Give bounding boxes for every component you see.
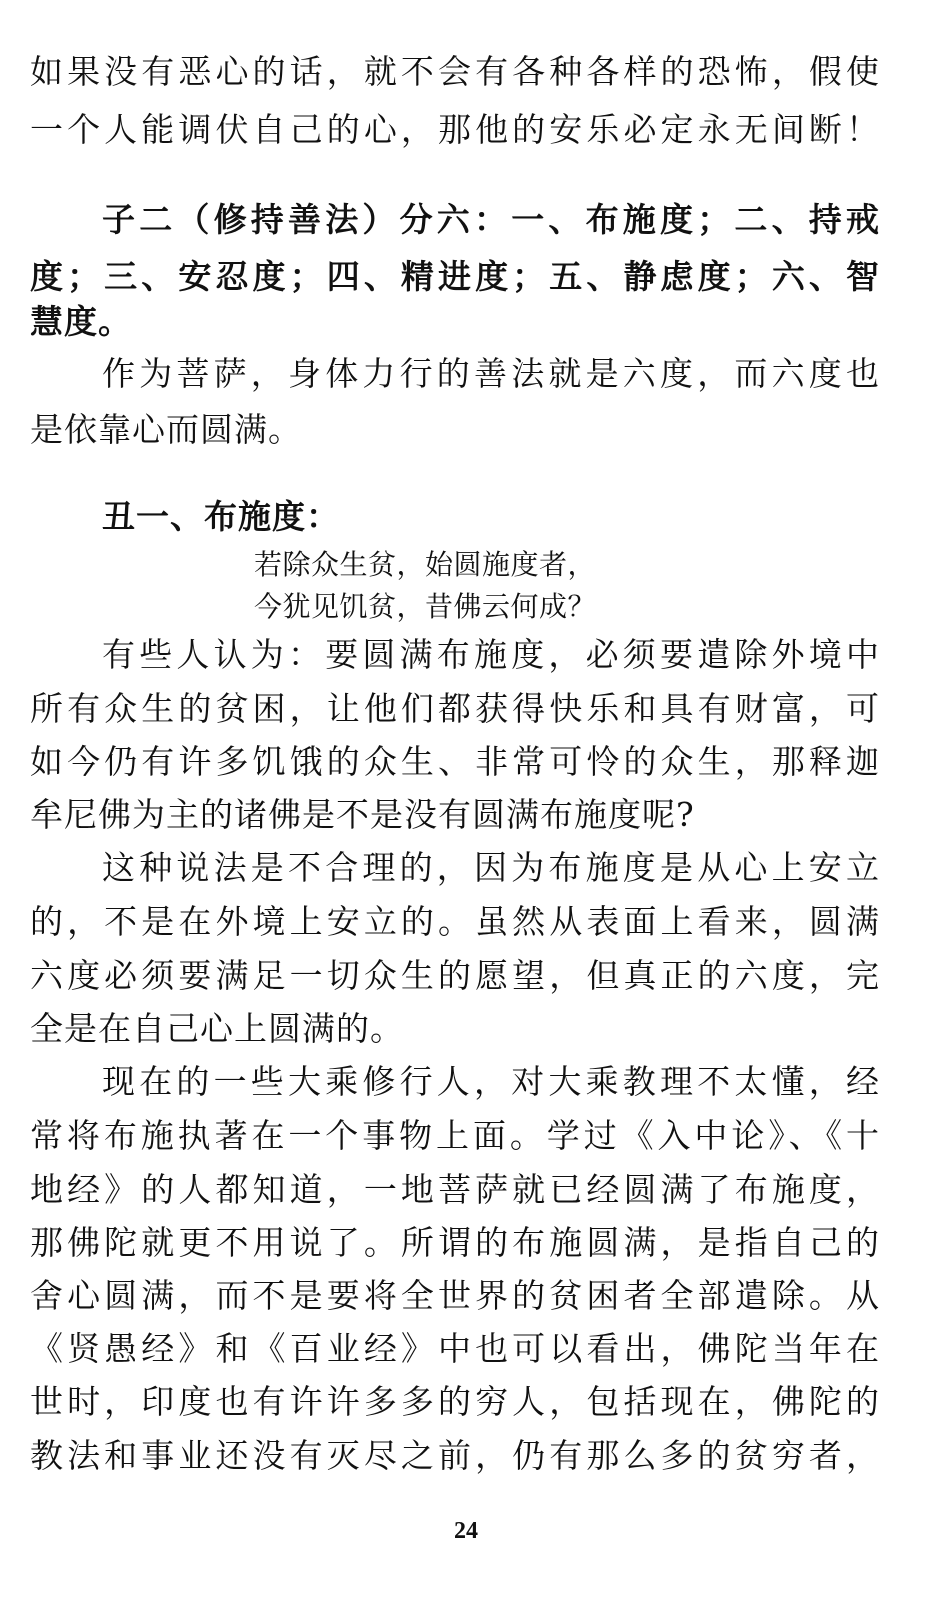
paragraph-line: 六度必须要满足一切众生的愿望，但真正的六度，完: [30, 956, 880, 995]
paragraph-line: 的，不是在外境上安立的。虽然从表面上看来，圆满: [30, 902, 880, 941]
section-heading: 度；三、安忍度；四、精进度；五、静虑度；六、智: [30, 257, 880, 296]
page-number: 24: [454, 1518, 478, 1544]
paragraph-line: 所有众生的贫困，让他们都获得快乐和具有财富，可: [30, 689, 880, 728]
verse-line: 今犹见饥贫，昔佛云何成？: [254, 590, 597, 623]
paragraph-line: 是依靠心而圆满。: [30, 410, 302, 449]
paragraph-line: 全是在自己心上圆满的。: [30, 1009, 404, 1048]
subsection-heading: 丑一、布施度：: [102, 497, 340, 536]
paragraph-line: 教法和事业还没有灭尽之前，仍有那么多的贫穷者，: [30, 1436, 880, 1475]
paragraph-line: 舍心圆满，而不是要将全世界的贫困者全部遣除。从: [30, 1276, 880, 1315]
paragraph-line: 作为菩萨，身体力行的善法就是六度，而六度也: [102, 354, 880, 393]
section-heading: 子二（修持善法）分六：一、布施度；二、持戒: [102, 200, 880, 239]
paragraph-line: 常将布施执著在一个事物上面。学过《入中论》、《十: [30, 1116, 880, 1155]
paragraph-line: 有些人认为：要圆满布施度，必须要遣除外境中: [102, 635, 880, 674]
paragraph-line: 《贤愚经》和《百业经》中也可以看出，佛陀当年在: [30, 1329, 880, 1368]
paragraph-line: 世时，印度也有许许多多的穷人，包括现在，佛陀的: [30, 1382, 880, 1421]
paragraph-line: 这种说法是不合理的，因为布施度是从心上安立: [102, 848, 880, 887]
paragraph-line: 如今仍有许多饥饿的众生、非常可怜的众生，那释迦: [30, 742, 880, 781]
section-heading: 慧度。: [30, 302, 132, 341]
paragraph-line: 牟尼佛为主的诸佛是不是没有圆满布施度呢?: [30, 795, 695, 834]
paragraph-line: 那佛陀就更不用说了。所谓的布施圆满，是指自己的: [30, 1223, 880, 1262]
paragraph-line: 地经》的人都知道，一地菩萨就已经圆满了布施度，: [30, 1170, 880, 1209]
text-line: 一个人能调伏自己的心，那他的安乐必定永无间断！: [30, 110, 880, 149]
paragraph-line: 现在的一些大乘修行人，对大乘教理不太懂，经: [102, 1062, 880, 1101]
verse-line: 若除众生贫，始圆施度者，: [254, 548, 597, 581]
text-line: 如果没有恶心的话，就不会有各种各样的恐怖，假使: [30, 52, 880, 91]
